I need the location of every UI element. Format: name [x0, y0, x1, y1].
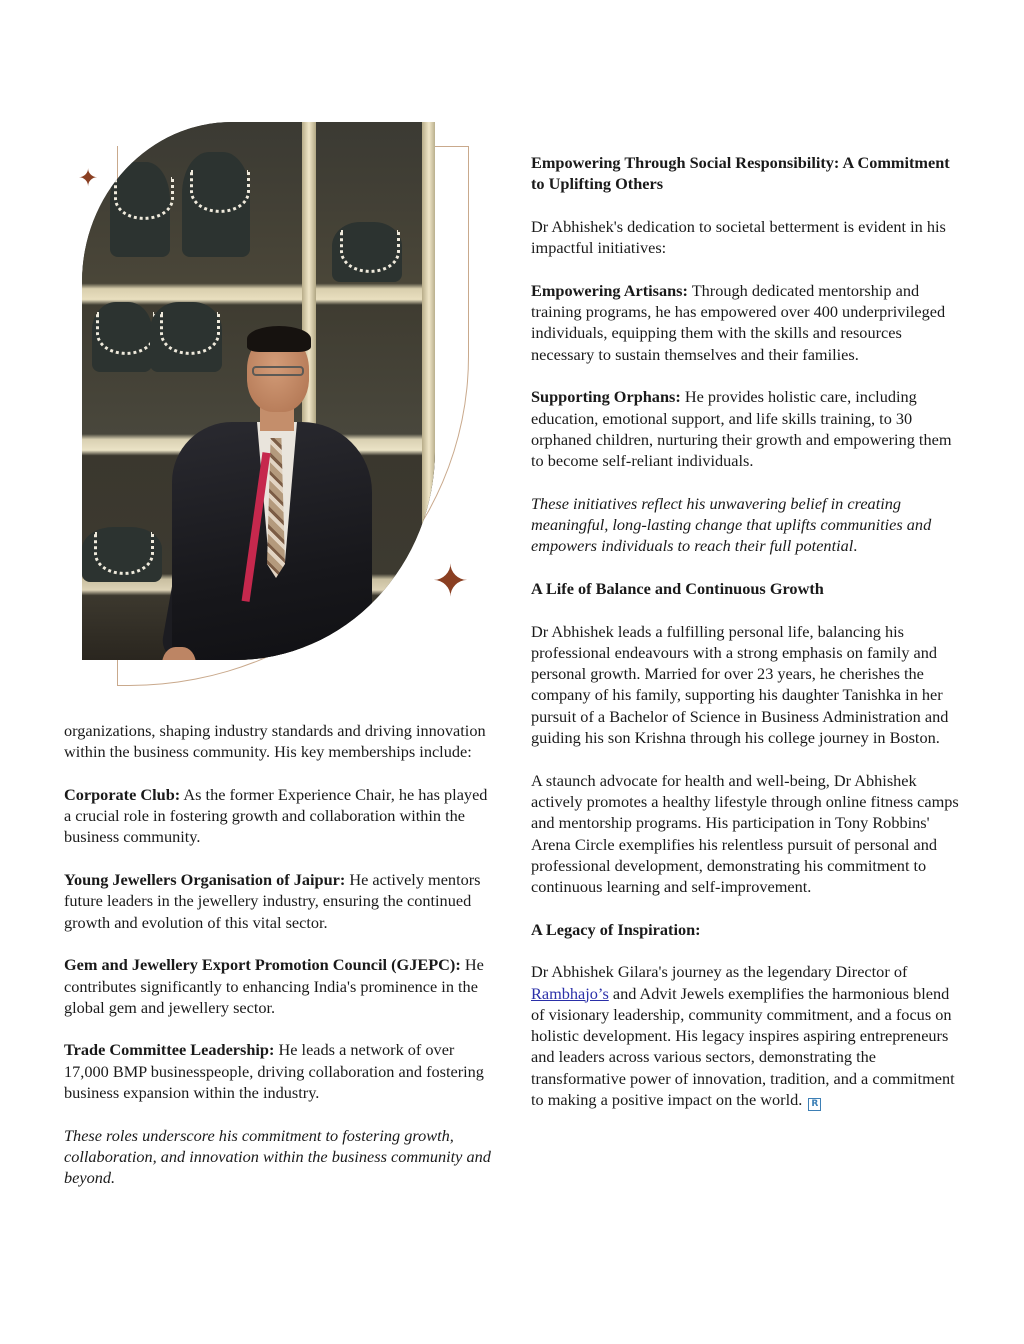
membership-text: He actively mentors future leaders in the jewellery industry, ensuring the continued growth and evolution of this vital sector.	[64, 870, 481, 932]
right-paragraph: Dr Abhishek's dedication to societal betterment is evident in his impactful initiatives:	[531, 216, 946, 258]
membership-item	[64, 869, 494, 933]
person-hair	[247, 326, 311, 352]
legacy-paragraph: Dr Abhishek Gilara's journey as the legendary Director of Rambhajo’s and Advit Jewels exemplifies the harmonious blend of visionary leadership, community commitment, and a focus on holistic development. His legacy inspires aspiring entrepreneurs and leaders across various sectors, demonstrating the transformative power of innovation, tradition, and a commitment to making a positive impact on the world. R	[531, 962, 955, 1110]
necklace-display	[190, 170, 250, 213]
right-paragraph: A staunch advocate for health and well-being, Dr Abhishek actively promotes a healthy lifestyle through online fitness camps and mentorship programs. His participation in Tony Robbins' Arena Circle exemplifies his relentless pursuit of personal and professional development, demonstrating his commitment to continuous learning and self-improvement.	[531, 770, 959, 897]
section-heading-social-responsibility: Empowering Through Social Responsibility: A Commitment to Uplifting Others	[531, 153, 950, 194]
membership-text: He contributes significantly to enhancing India's prominence in the global gem and jewellery sector.	[64, 955, 484, 1017]
membership-text: As the former Experience Chair, he has played a crucial role in fostering growth and collaboration within the business community.	[64, 784, 488, 847]
section-heading-balance: A Life of Balance and Continuous Growth	[531, 578, 824, 598]
initiative-text: He provides holistic care, including education, emotional support, and life skills training, to 30 orphaned children, nurturing their growth and empowering them to become self-reliant individuals.	[531, 387, 952, 471]
initiative-text: Through dedicated mentorship and training programs, he has empowered over 400 underprivileged individuals, equipping them with the skills and resources necessary to sustain themselves and their families.	[531, 280, 946, 364]
membership-item	[64, 954, 494, 1018]
initiative-item	[531, 280, 963, 365]
person-glasses	[252, 366, 304, 376]
left-closing-italic: These roles underscore his commitment to fostering growth, collaboration, and innovation within the business community and beyond.	[64, 1125, 491, 1188]
left-closing	[64, 1125, 494, 1189]
necklace-display	[94, 532, 154, 575]
photo-frame-outline-top	[435, 146, 469, 147]
initiative-label: Empowering Artisans:	[531, 280, 688, 300]
end-of-article-icon: R	[808, 1098, 821, 1111]
initiatives-closing: These initiatives reflect his unwavering belief in creating meaningful, long-lasting change that uplifts communities and empowers individuals to reach their full potential.	[531, 493, 932, 556]
initiative-label: Supporting Orphans:	[531, 387, 681, 407]
membership-label: Gem and Jewellery Export Promotion Council (GJEPC):	[64, 955, 461, 975]
membership-label: Trade Committee Leadership:	[64, 1040, 275, 1060]
sparkle-icon: ✦	[432, 556, 469, 607]
necklace-display	[96, 312, 156, 355]
membership-label: Young Jewellers Organisation of Jaipur:	[64, 870, 346, 890]
membership-item	[64, 1039, 494, 1103]
portrait-photo	[82, 122, 435, 660]
right-paragraph: Dr Abhishek leads a fulfilling personal life, balancing his professional endeavours with a strong emphasis on family and personal growth. Married for over 23 years, he cherishes the company of his family, supporting his daughter Tanishka in her pursuit of a Bachelor of Science in Business Administration and guiding his son Krishna through his college journey in Boston.	[531, 621, 949, 748]
rambhajos-link[interactable]: Rambhajo’s	[531, 983, 609, 1003]
necklace-display	[114, 177, 174, 220]
necklace-display	[340, 230, 400, 273]
initiative-item	[531, 386, 963, 471]
right-column	[531, 152, 963, 1132]
membership-label: Corporate Club:	[64, 784, 181, 804]
section-heading-legacy: A Legacy of Inspiration:	[531, 919, 701, 939]
membership-text: He leads a network of over 17,000 BMP businesspeople, driving collaboration and fostering business expansion within the industry.	[64, 1040, 484, 1103]
sparkle-icon: ✦	[78, 164, 99, 192]
initiatives-closing-italic: These initiatives reflect his unwavering belief in creating meaningful, long-lasting change that uplifts communities and empowers individuals to reach their full potential	[531, 493, 932, 556]
left-column	[64, 720, 494, 1210]
membership-item	[64, 784, 494, 848]
left-intro: organizations, shaping industry standards and driving innovation within the business community. His key memberships include:	[64, 721, 486, 762]
necklace-display	[160, 312, 220, 355]
